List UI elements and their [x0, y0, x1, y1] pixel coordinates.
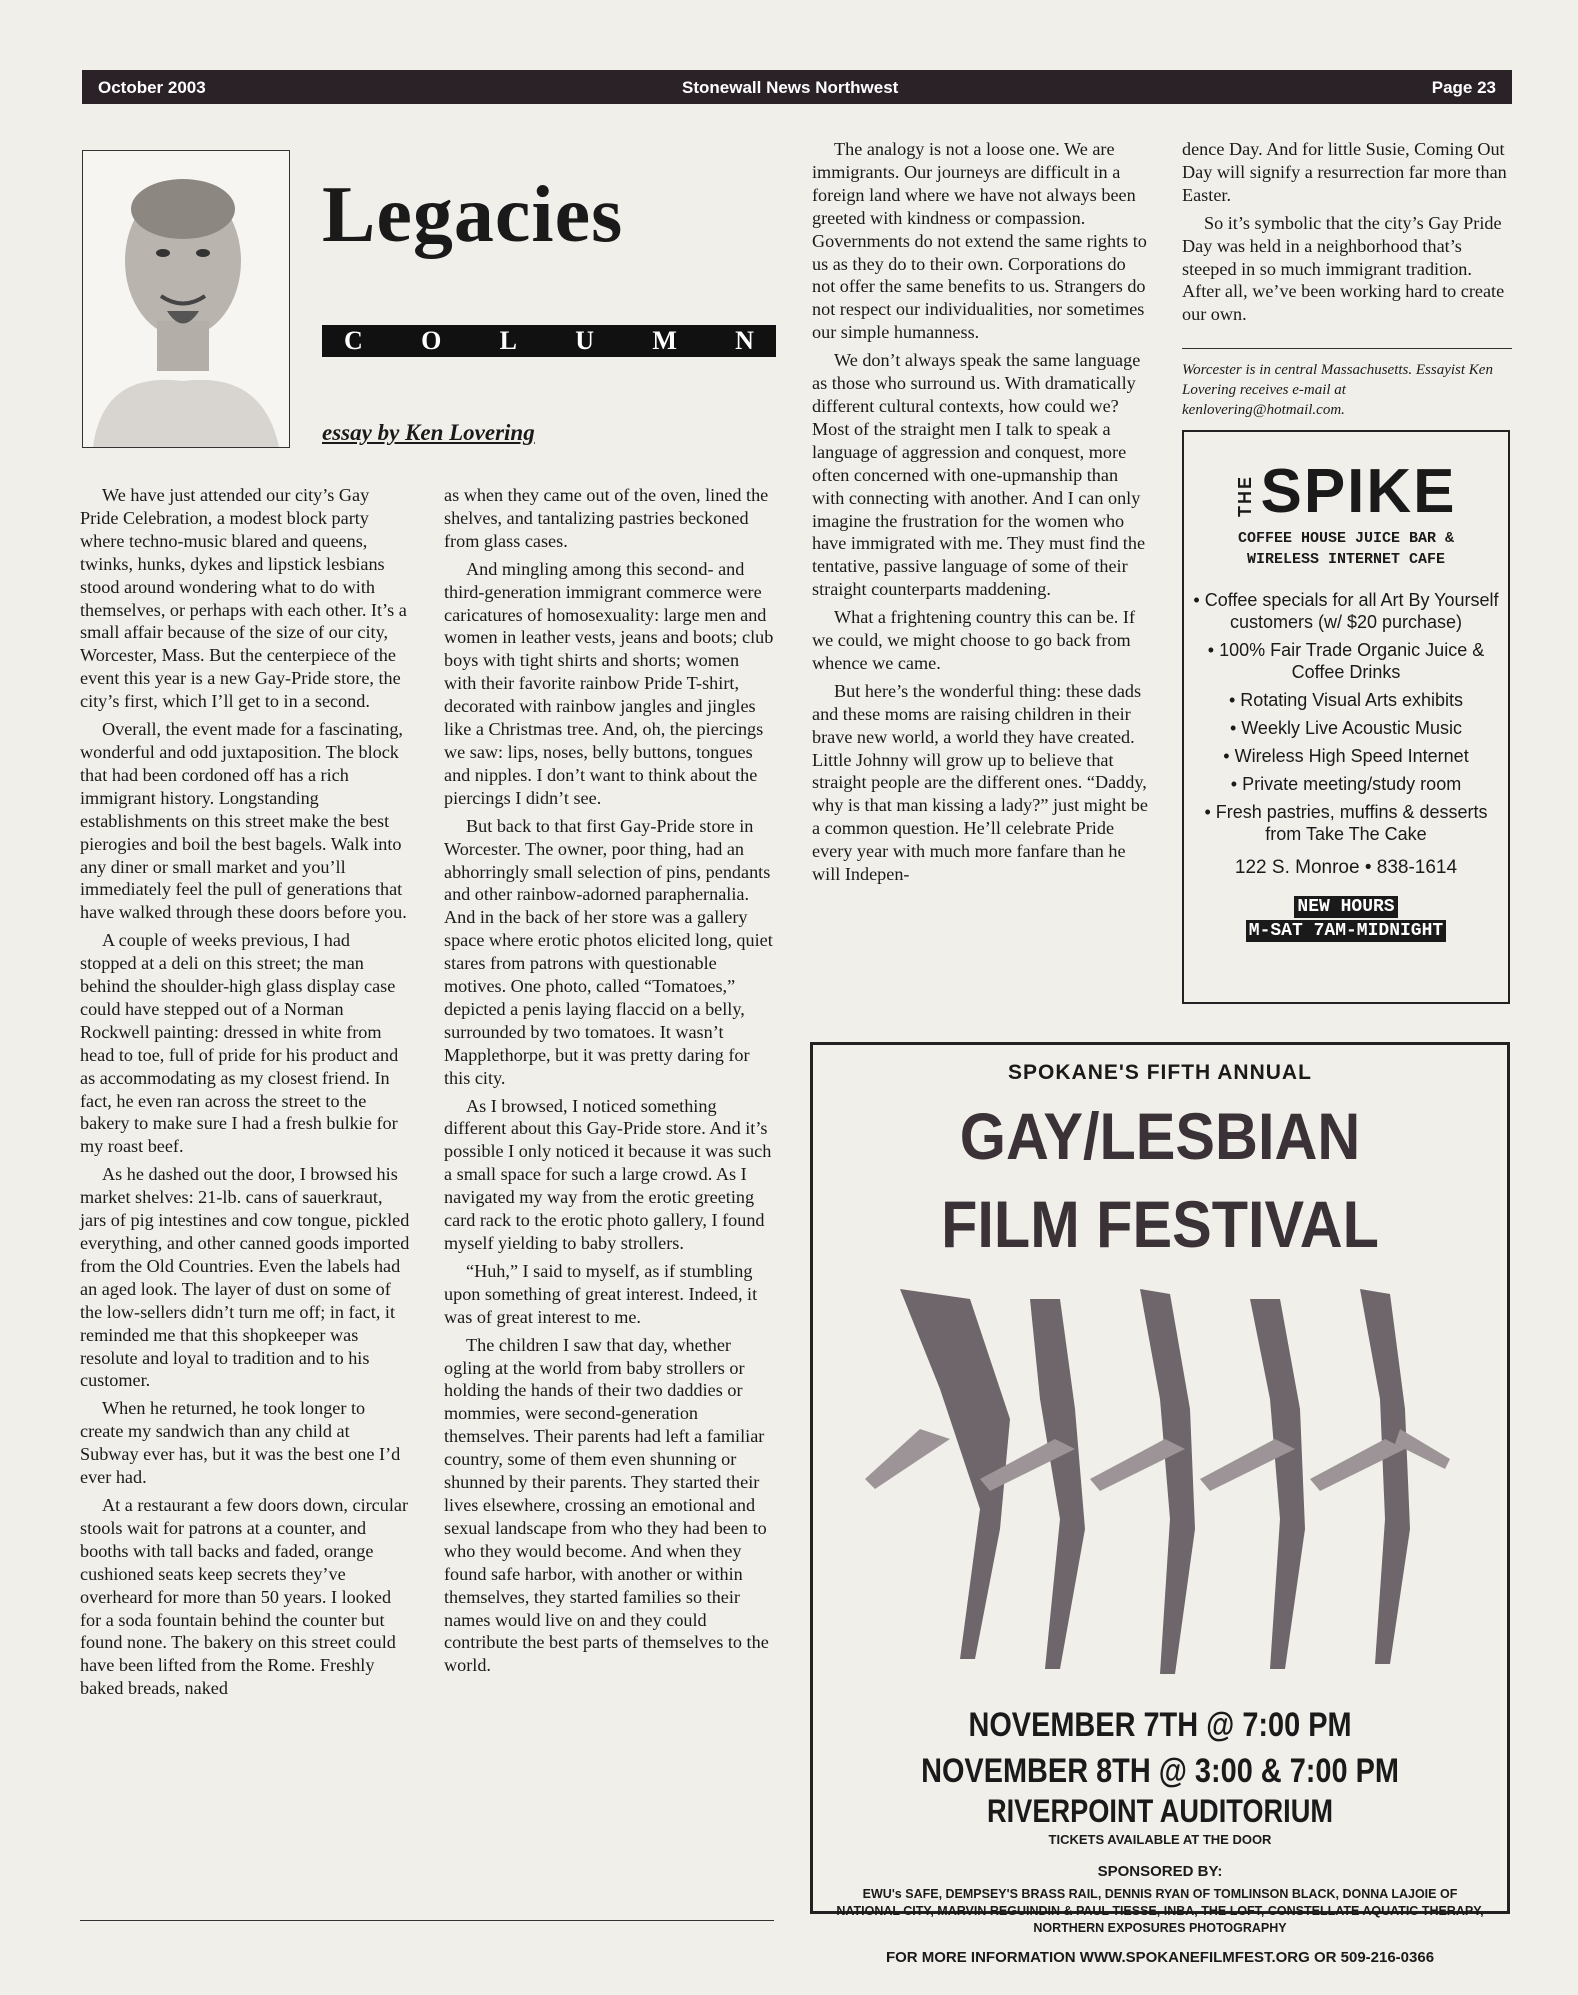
- article-paragraph: Overall, the event made for a fascinating, wonderful and odd juxtaposition. The block that had been cordoned off has a rich immigrant history. Longstanding establishments on this street make the best pierogies and boil the best bagels. Walk into any diner or small market and you’ll immediately feel the pull of generations that have walked through these doors before you.: [80, 719, 407, 923]
- masthead-paper-name: Stonewall News Northwest: [682, 78, 899, 97]
- list-item: • Rotating Visual Arts exhibits: [1228, 690, 1464, 710]
- article-paragraph: “Huh,” I said to myself, as if stumbling upon something of great interest. Indeed, it was of great interest to me.: [444, 1260, 758, 1327]
- column-letter: O: [421, 326, 442, 355]
- festival-kicker: SPOKANE'S FIFTH ANNUAL: [1008, 1061, 1312, 1084]
- more-info: FOR MORE INFORMATION WWW.SPOKANEFILMFEST.ORG OR 509-216-0366: [885, 1949, 1435, 1966]
- article-paragraph: So it’s symbolic that the city’s Gay Pride Day was held in a neighborhood that’s steeped in so much immigrant tradition. After all, we’ve been working hard to create our own.: [1182, 212, 1505, 325]
- article-paragraph: And mingling among this second- and third-generation immigrant commerce were caricatures of homosexuality: large men and women in leather vests, jeans and boots; club boys with tight shirts and shorts; women with their favorite rainbow Pride T-shirt, decorated with rainbow jangles and jingles like a Christmas tree. And, oh, the piercings we saw: lips, noses, belly buttons, tongues and nipples. I don’t want to think about the piercings I didn’t see.: [444, 558, 774, 808]
- list-item: • Coffee specials for all Art By Yourself customers (w/ $20 purchase): [1193, 590, 1499, 632]
- column-letter: U: [575, 326, 595, 355]
- spike-hours: [1184, 895, 1508, 943]
- dancers-illustration: [860, 1279, 1460, 1699]
- festival-tickets: TICKETS AVAILABLE AT THE DOOR: [1048, 1832, 1272, 1847]
- masthead-date: October 2003: [98, 78, 206, 97]
- article-paragraph: As he dashed out the door, I browsed his market shelves: 21-lb. cans of sauerkraut, jars of pig intestines and cow tongue, pickled everything, and other canned goods imported from the Old Countries. Even the labels had an aged look. The layer of dust on some of the low-sellers didn’t turn me off; in fact, it reminded me that this shopkeeper was resolute and loyal to tradition and to his customer.: [80, 1164, 410, 1391]
- spike-subtitle-1: COFFEE HOUSE JUICE BAR &: [1237, 530, 1455, 547]
- article-paragraph: We don’t always speak the same language as those who surround us. With dramatically different cultural contexts, how could we? Most of the straight men I talk to speak a language of aggression and conquest, more often concerned with one-upmanship than with connecting with another. And I can only imagine the frustration for the women who have immigrated with me. They must find the tentative, passive language of some of their straight counterparts maddening.: [812, 350, 1146, 600]
- film-festival-ad: [810, 1042, 1510, 1966]
- column-banner: [322, 325, 776, 357]
- festival-date-2: NOVEMBER 8TH @ 3:00 & 7:00 PM: [921, 1752, 1399, 1790]
- list-item: • 100% Fair Trade Organic Juice & Coffee Drinks: [1207, 640, 1485, 682]
- list-item: • Fresh pastries, muffins & desserts from Take The Cake: [1204, 802, 1488, 844]
- spike-bullet-list: [1192, 589, 1500, 845]
- article-paragraph: As I browsed, I noticed something different about this Gay-Pride store. And it’s possible I only noticed it because it was such a small space for such a large crowd. As I navigated my way from the erotic greeting card rack to the erotic photo gallery, I found myself yielding to baby strollers.: [444, 1095, 772, 1253]
- article-paragraph: dence Day. And for little Susie, Coming Out Day will signify a resurrection far more than Easter.: [1182, 139, 1507, 205]
- article-paragraph: A couple of weeks previous, I had stopped at a deli on this street; the man behind the shoulder-high glass display case could have stepped out of a Norman Rockwell painting: dressed in white from head to toe, full of pride for his product and as accommodating as my closest friend. In fact, he even ran across the street to the bakery to make sure I had a fresh bulkie for my roast beef.: [80, 930, 399, 1157]
- article-paragraph: But back to that first Gay-Pride store in Worcester. The owner, poor thing, had an abhorringly small selection of pins, pendants and other rainbow-adorned paraphernalia. And in the back of her store was a gallery space where erotic photos elicited long, quiet stares from patrons with questionable motives. One photo, called “Tomatoes,” depicted a penis laying flaccid on a belly, surrounded by two tomatoes. It wasn’t Mapplethorpe, but it was pretty daring for this city.: [444, 815, 773, 1088]
- article-paragraph: When he returned, he took longer to create my sandwich than any child at Subway ever has, but it was the best one I’d ever had.: [80, 1398, 401, 1488]
- byline: essay by Ken Lovering: [322, 420, 535, 445]
- hours-label: NEW HOURS: [1294, 896, 1397, 918]
- article-paragraph: But here’s the wonderful thing: these dads and these moms are raising children in their brave new world, a world they have created. Little Johnny will grow up to believe that straight people are the different ones. “Daddy, why is that man kissing a lady?” just might be a common question. He’ll celebrate Pride every year with much more fanfare than he will Indepen-: [812, 680, 1148, 885]
- column-letter: N: [735, 326, 754, 355]
- author-photo: [82, 150, 290, 448]
- bottom-rule: [80, 1920, 774, 1921]
- sponsored-by-label: SPONSORED BY:: [1097, 1863, 1223, 1880]
- spike-logo: THESPIKE: [1235, 457, 1457, 526]
- column-letter: M: [652, 326, 677, 355]
- festival-date-1: NOVEMBER 7TH @ 7:00 PM: [968, 1706, 1352, 1744]
- festival-title-1: GAY/LESBIAN: [959, 1099, 1361, 1173]
- sponsor-list: EWU's SAFE, DEMPSEY'S BRASS RAIL, DENNIS RYAN OF TOMLINSON BLACK, DONNA LAJOIE OF NATIONAL CITY, MARVIN REGUINDIN & PAUL TIESSE, INBA, THE LOFT, CONSTELLATE AQUATIC THERAPY, NORTHERN EXPOSURES PHOTOGRAPHY: [836, 1887, 1484, 1935]
- article-column-2: [444, 484, 774, 1682]
- festival-venue: RIVERPOINT AUDITORIUM: [986, 1793, 1334, 1829]
- author-note: Worcester is in central Massachusetts. Essayist Ken Lovering receives e-mail at kenlovering@hotmail.com.: [1182, 362, 1493, 418]
- article-paragraph: The children I saw that day, whether ogling at the world from baby strollers or holding the hands of their two daddies or mommies, were second-generation themselves. Their parents had left a familiar country, some of them even shunning or shunned by their parents. They started their lives elsewhere, crossing an emotional and sexual landscape from who they had been to who they would become. And when they found safe harbor, with another or within themselves, they started families so their names would live on and they could contribute the best parts of themselves to the world.: [444, 1334, 769, 1676]
- list-item: • Private meeting/study room: [1230, 774, 1462, 794]
- article-paragraph: The analogy is not a loose one. We are immigrants. Our journeys are difficult in a foreign land where we have not always been greeted with kindness or compassion. Governments do not extend the same rights to us as they do to their own. Corporations do not offer the same benefits to us. Strangers do not respect our individualities, nor sometimes our simple humanness.: [812, 139, 1147, 343]
- article-paragraph: We have just attended our city’s Gay Pride Celebration, a modest block party where techno-music blared and queens, twinks, hunks, dykes and lipstick lesbians stood around wondering what to do with themselves, or perhaps with each other. It’s a small affair because of the size of our city, Worcester, Mass. But the centerpiece of the event this year is a new Gay-Pride store, the city’s first, which I’ll get to in a second.: [80, 485, 407, 712]
- masthead-page-number: Page 23: [1431, 78, 1496, 97]
- column-title: Legacies: [322, 171, 624, 259]
- article-paragraph: as when they came out of the oven, lined the shelves, and tantalizing pastries beckoned from glass cases.: [444, 485, 769, 551]
- article-paragraph: At a restaurant a few doors down, circular stools wait for patrons at a counter, and booths with tall backs and faded, orange cushioned seats keep secrets they’ve overheard for more than 50 years. I looked for a soda fountain behind the counter but found none. The bakery on this street could have been lifted from the Rome. Freshly baked breads, naked: [80, 1494, 409, 1699]
- spike-cafe-ad: [1182, 430, 1510, 1004]
- column-letter: L: [499, 326, 517, 355]
- column-letter: C: [344, 326, 363, 355]
- festival-title-2: FILM FESTIVAL: [941, 1187, 1379, 1261]
- spike-address: 122 S. Monroe • 838-1614: [1234, 857, 1458, 878]
- article-column-4: [1182, 138, 1512, 331]
- list-item: • Weekly Live Acoustic Music: [1229, 718, 1463, 738]
- list-item: • Wireless High Speed Internet: [1223, 746, 1469, 766]
- hours-text: M-SAT 7AM-MIDNIGHT: [1246, 920, 1446, 942]
- masthead-bar: [82, 70, 1512, 104]
- article-column-3: [812, 138, 1152, 891]
- article-paragraph: What a frightening country this can be. If we could, we might choose to go back from whence we came.: [812, 607, 1135, 673]
- article-column-1: [80, 484, 410, 1705]
- divider: [1182, 348, 1512, 349]
- spike-subtitle-2: WIRELESS INTERNET CAFE: [1246, 551, 1446, 568]
